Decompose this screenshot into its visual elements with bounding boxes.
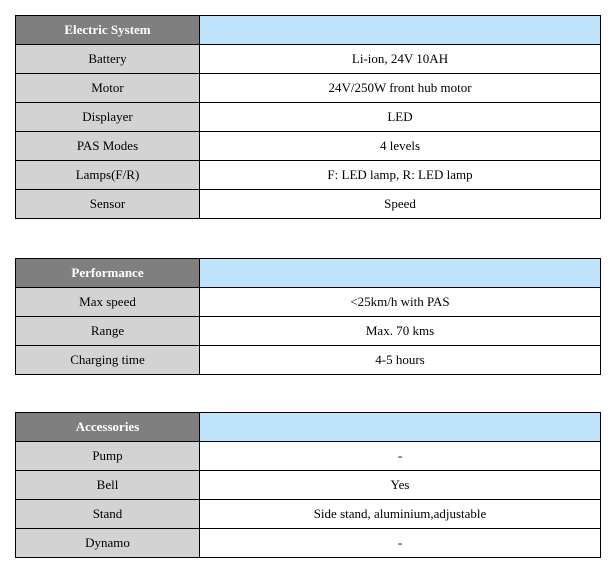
spec-value: LED xyxy=(200,103,601,132)
table-row xyxy=(16,45,601,74)
spec-label: Bell xyxy=(16,471,200,500)
spec-value: Side stand, aluminium,adjustable xyxy=(200,500,601,529)
spec-label: Battery xyxy=(16,45,200,74)
spec-value: 4-5 hours xyxy=(200,346,601,375)
table-row xyxy=(16,529,601,558)
spec-value: 4 levels xyxy=(200,132,601,161)
section-header-fill xyxy=(200,259,601,288)
section-header-fill xyxy=(200,16,601,45)
spec-label: Max speed xyxy=(16,288,200,317)
spec-label: Motor xyxy=(16,74,200,103)
table-row xyxy=(16,190,601,219)
section-header-fill xyxy=(200,413,601,442)
accessories-table xyxy=(15,412,601,558)
spec-value: Li-ion, 24V 10AH xyxy=(200,45,601,74)
spec-value: - xyxy=(200,529,601,558)
spec-value: <25km/h with PAS xyxy=(200,288,601,317)
section-title: Electric System xyxy=(16,16,200,45)
table-row xyxy=(16,132,601,161)
table-row xyxy=(16,500,601,529)
spec-value: F: LED lamp, R: LED lamp xyxy=(200,161,601,190)
spec-label: Sensor xyxy=(16,190,200,219)
spec-label: PAS Modes xyxy=(16,132,200,161)
section-header-row xyxy=(16,16,601,45)
spec-value: Yes xyxy=(200,471,601,500)
spec-value: Max. 70 kms xyxy=(200,317,601,346)
electric-system-table xyxy=(15,15,601,219)
section-header-row xyxy=(16,413,601,442)
spec-label: Charging time xyxy=(16,346,200,375)
spec-label: Range xyxy=(16,317,200,346)
spec-label: Pump xyxy=(16,442,200,471)
table-row xyxy=(16,74,601,103)
performance-table xyxy=(15,258,601,375)
spec-label: Stand xyxy=(16,500,200,529)
table-row xyxy=(16,161,601,190)
table-row xyxy=(16,288,601,317)
spec-label: Displayer xyxy=(16,103,200,132)
section-title: Performance xyxy=(16,259,200,288)
table-row xyxy=(16,103,601,132)
spec-value: - xyxy=(200,442,601,471)
spec-label: Lamps(F/R) xyxy=(16,161,200,190)
table-row xyxy=(16,442,601,471)
table-row xyxy=(16,317,601,346)
spec-value: 24V/250W front hub motor xyxy=(200,74,601,103)
table-row xyxy=(16,346,601,375)
table-row xyxy=(16,471,601,500)
spec-value: Speed xyxy=(200,190,601,219)
section-header-row xyxy=(16,259,601,288)
section-title: Accessories xyxy=(16,413,200,442)
spec-label: Dynamo xyxy=(16,529,200,558)
